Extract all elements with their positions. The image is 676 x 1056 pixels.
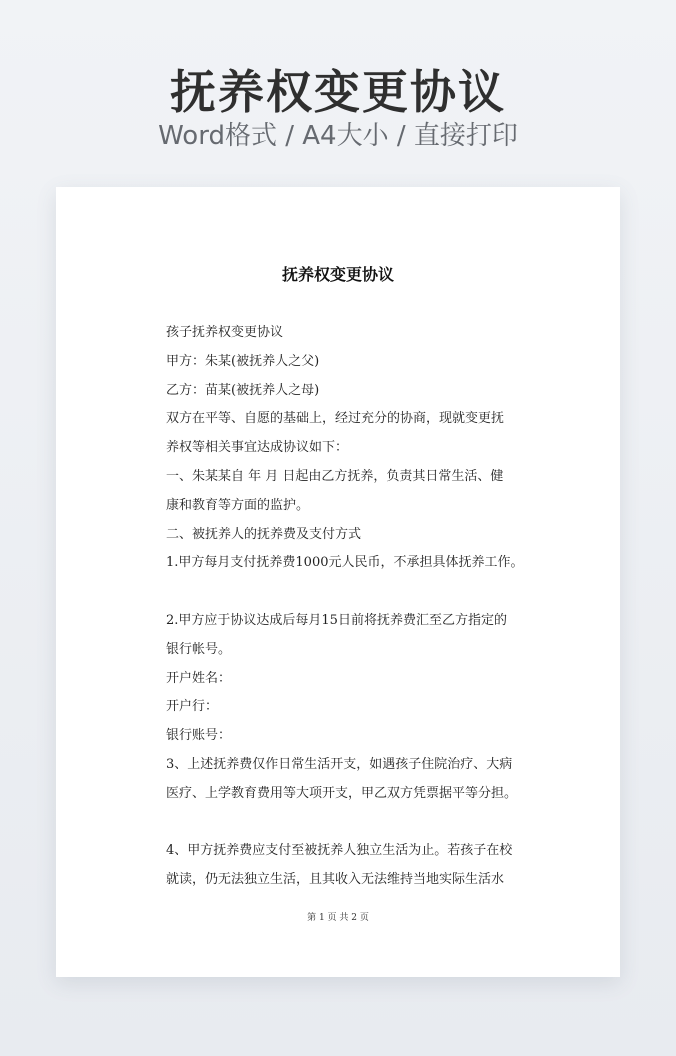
document-title: 抚养权变更协议 <box>281 265 394 284</box>
document-line: 银行账号： <box>166 728 232 744</box>
document-line: 1.甲方每月支付抚养费1000元人民币，不承担具体抚养工作。 <box>166 555 524 571</box>
document-line: 养权等相关事宜达成协议如下： <box>166 440 349 456</box>
document-line: 康和教育等方面的监护。 <box>166 497 310 513</box>
document-line: 3、上述抚养费仅作日常生活开支，如遇孩子住院治疗、大病 <box>166 756 513 772</box>
document-line: 2.甲方应于协议达成后每月15日前将抚养费汇至乙方指定的 <box>166 612 507 628</box>
document-line: 二、被抚养人的抚养费及支付方式 <box>166 526 362 542</box>
document-line: 开户姓名： <box>166 670 232 686</box>
document-line: 银行帐号。 <box>166 641 232 657</box>
document-line: 孩子抚养权变更协议 <box>166 325 284 340</box>
page-footer: 第 1 页 共 2 页 <box>307 913 369 923</box>
document-line: 4、甲方抚养费应支付至被抚养人独立生活为止。若孩子在校 <box>166 843 513 859</box>
document-line: 就读，仍无法独立生活，且其收入无法维持当地实际生活水 <box>166 872 505 888</box>
document-body <box>166 319 530 895</box>
banner-title: 抚养权变更协议 <box>170 65 506 119</box>
document-line: 甲方：朱某(被抚养人之父) <box>166 353 320 369</box>
document-line: 乙方：苗某(被抚养人之母) <box>166 382 320 398</box>
banner-subtitle: Word格式 / A4大小 / 直接打印 <box>158 121 518 151</box>
document-page <box>56 187 620 977</box>
document-line: 一、朱某某自 年 月 日起由乙方抚养，负责其日常生活、健 <box>166 468 504 484</box>
document-blank-line <box>166 809 530 838</box>
document-line: 医疗、上学教育费用等大项开支，甲乙双方凭票据平等分担。 <box>166 785 518 801</box>
document-line: 双方在平等、自愿的基础上，经过充分的协商，现就变更抚 <box>166 411 505 427</box>
document-blank-line <box>166 578 530 607</box>
document-line: 开户行： <box>166 699 219 715</box>
